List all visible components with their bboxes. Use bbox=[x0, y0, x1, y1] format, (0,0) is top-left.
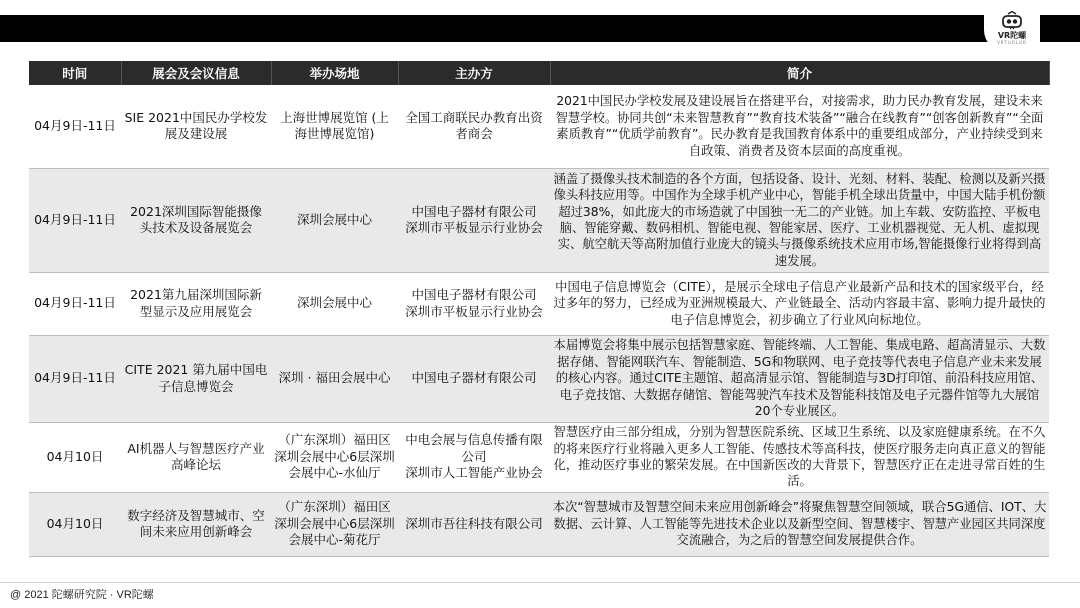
footer-divider bbox=[0, 582, 1080, 583]
table-row bbox=[29, 422, 1049, 492]
table-row bbox=[29, 168, 1049, 272]
cell-time: 04月9日-11日 bbox=[29, 168, 121, 272]
cell-organizer: 中国电子器材有限公司 深圳市平板显示行业协会 bbox=[398, 168, 550, 272]
cell-time: 04月9日-11日 bbox=[29, 272, 121, 335]
cell-venue: 深圳会展中心 bbox=[271, 168, 398, 272]
header-time: 时间 bbox=[29, 61, 121, 85]
cell-event: 2021深圳国际智能摄像头技术及设备展览会 bbox=[121, 168, 271, 272]
cell-event: 数字经济及智慧城市、空间未来应用创新峰会 bbox=[121, 492, 271, 556]
header-venue: 举办场地 bbox=[271, 61, 398, 85]
cell-time: 04月9日-11日 bbox=[29, 335, 121, 422]
cell-organizer: 全国工商联民办教育出资者商会 bbox=[398, 85, 550, 168]
events-table bbox=[29, 61, 1050, 557]
cell-organizer: 中国电子器材有限公司 bbox=[398, 335, 550, 422]
footer-copyright: @ 2021 陀螺研究院 · VR陀螺 bbox=[10, 589, 154, 601]
cell-event: 2021第九届深圳国际新型显示及应用展览会 bbox=[121, 272, 271, 335]
cell-intro: 智慧医疗由三部分组成，分别为智慧医院系统、区域卫生系统、以及家庭健康系统。在不久的将来医疗行业将融入更多人工智能、传感技术等高科技，使医疗服务走向真正意义的智能化，推动医疗事业的繁荣发展。在中国新医改的大背景下，智慧医疗正在走进寻常百姓的生活。 bbox=[550, 422, 1049, 492]
cell-organizer: 深圳市吾往科技有限公司 bbox=[398, 492, 550, 556]
header-intro: 简介 bbox=[550, 61, 1049, 85]
cell-venue: 深圳 · 福田会展中心 bbox=[271, 335, 398, 422]
cell-intro: 本次“智慧城市及智慧空间未来应用创新峰会”将聚焦智慧空间领域，联合5G通信、IOT、大数据、云计算、人工智能等先进技术企业以及新型空间、智慧楼宇、智慧产业园区共同深度交流融合，为之后的智慧空间发展提供合作。 bbox=[550, 492, 1049, 556]
cell-venue: 上海世博展览馆 (上海世博展览馆) bbox=[271, 85, 398, 168]
cell-intro: 中国电子信息博览会（CITE），是展示全球电子信息产业最新产品和技术的国家级平台，经过多年的努力，已经成为亚洲规模最大、产业链最全、活动内容最丰富、影响力提升最快的电子信息博览会，初步确立了行业风向标地位。 bbox=[550, 272, 1049, 335]
logo-subtext: VRTUOLUO bbox=[997, 40, 1027, 45]
table-row bbox=[29, 492, 1049, 556]
cell-intro: 涵盖了摄像头技术制造的各个方面，包括设备、设计、光刻、材料、装配、检测以及新兴摄像头科技应用等。中国作为全球手机产业中心，智能手机全球出货量中，中国大陆手机份额超过38%，如此庞大的市场造就了中国独一无二的产业链。加上车载、安防监控、平板电脑、智能穿戴、数码相机、智能电视、智能家居、医疗、工业机器视觉、无人机、虚拟现实、航空航天等高附加值行业庞大的镜头与摄像系统技术应用市场,智能摄像行业将得到高速发展。 bbox=[550, 168, 1049, 272]
cell-venue: （广东深圳）福田区深圳会展中心6层深圳会展中心-菊花厅 bbox=[271, 492, 398, 556]
cell-time: 04月10日 bbox=[29, 492, 121, 556]
cell-event: CITE 2021 第九届中国电子信息博览会 bbox=[121, 335, 271, 422]
cell-venue: （广东深圳）福田区深圳会展中心6层深圳会展中心-水仙厅 bbox=[271, 422, 398, 492]
cell-organizer: 中电会展与信息传播有限公司 深圳市人工智能产业协会 bbox=[398, 422, 550, 492]
table-header-row bbox=[29, 61, 1049, 85]
top-title-bar bbox=[0, 15, 1080, 42]
table-row bbox=[29, 85, 1049, 168]
cell-venue: 深圳会展中心 bbox=[271, 272, 398, 335]
vr-headset-icon bbox=[1001, 11, 1023, 31]
header-organizer: 主办方 bbox=[398, 61, 550, 85]
cell-event: AI机器人与智慧医疗产业高峰论坛 bbox=[121, 422, 271, 492]
header-event: 展会及会议信息 bbox=[121, 61, 271, 85]
cell-time: 04月10日 bbox=[29, 422, 121, 492]
cell-organizer: 中国电子器材有限公司 深圳市平板显示行业协会 bbox=[398, 272, 550, 335]
cell-intro: 2021中国民办学校发展及建设展旨在搭建平台，对接需求，助力民办教育发展，建设未来智慧学校。协同共创“未来智慧教育”“教育技术装备”“融合在线教育”“创客创新教育”“全面素质教育”“优质学前教育”。民办教育是我国教育体系中的重要组成部分，产业持续受到来自政策、消费者及资本层面的高度重视。 bbox=[550, 85, 1049, 168]
cell-time: 04月9日-11日 bbox=[29, 85, 121, 168]
table-row bbox=[29, 335, 1049, 422]
brand-logo bbox=[984, 8, 1040, 52]
table-row bbox=[29, 272, 1049, 335]
logo-text: VR陀螺 bbox=[997, 31, 1027, 40]
cell-intro: 本届博览会将集中展示包括智慧家庭、智能终端、人工智能、集成电路、超高清显示、大数据存储、智能网联汽车、智能制造、5G和物联网、电子竞技等代表电子信息产业未来发展的核心内容。通过CITE主题馆、超高清显示馆、智能制造与3D打印馆、前沿科技应用馆、电子竞技馆、大数据存储馆、智能驾驶汽车技术及智能科技馆及电子元器件馆等九大展馆20个专业展区。 bbox=[550, 335, 1049, 422]
cell-event: SIE 2021中国民办学校发展及建设展 bbox=[121, 85, 271, 168]
